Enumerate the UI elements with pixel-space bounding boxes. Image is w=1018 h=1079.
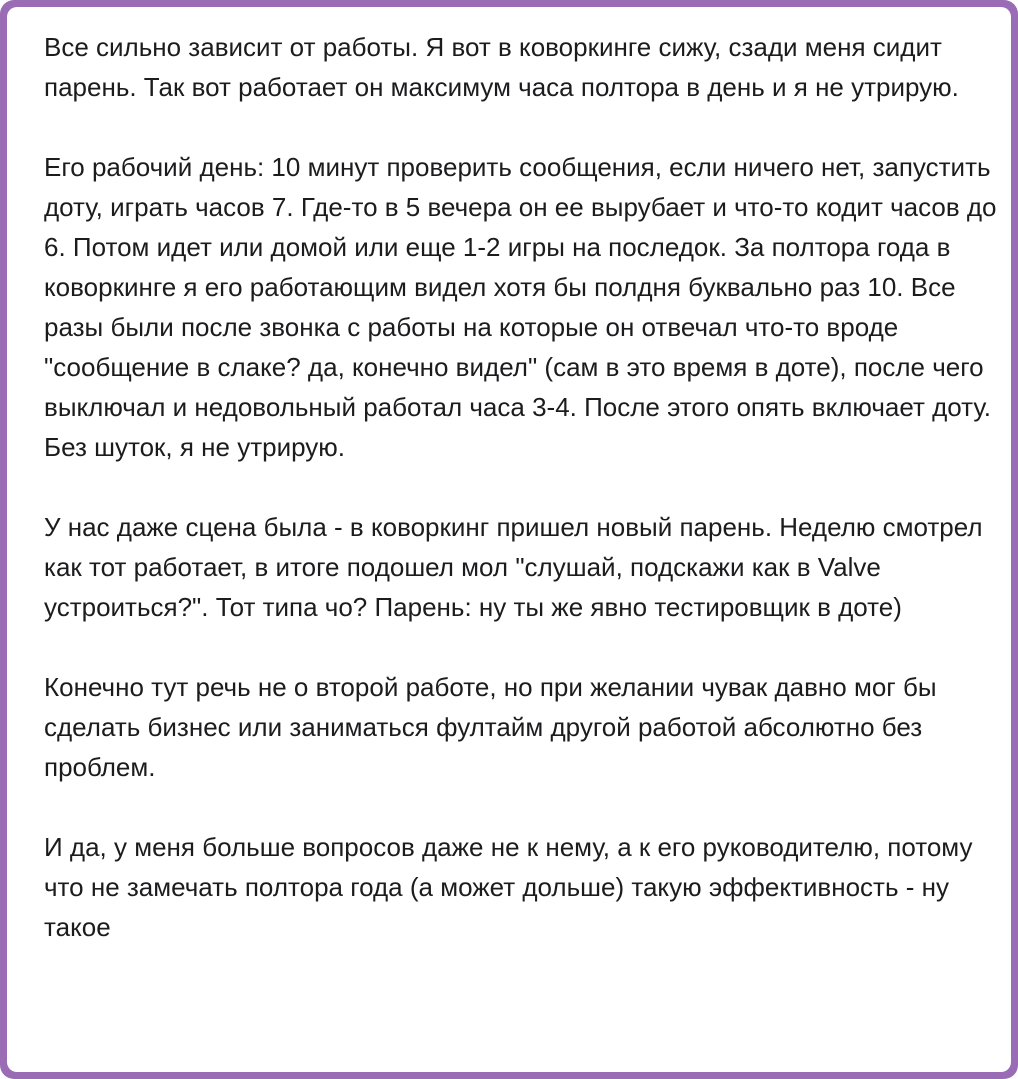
message-card — [7, 7, 1011, 1072]
message-paragraph-5: И да, у меня больше вопросов даже не к нему, а к его руководителю, потому что не замечать полтора года (а может дольше) такую эффективность - ну такое — [44, 832, 973, 942]
message-paragraph-4: Конечно тут речь не о второй работе, но при желании чувак давно мог бы сделать бизнес или заниматься фултайм другой работой абсолютно без проблем. — [44, 672, 937, 782]
message-paragraph-2: Его рабочий день: 10 минут проверить сообщения, если ничего нет, запустить доту, играть часов 7. Где-то в 5 вечера он ее вырубает и что-то кодит часов до 6. Потом идет или домой или еще 1-2 игры на последок. За полтора года в коворкинге я его работающим видел хотя бы полдня буквально раз 10. Все разы были после звонка с работы на которые он отвечал что-то вроде "сообщение в слаке? да, конечно видел" (сам в это время в доте), после чего выключал и недовольный работал часа 3-4. После этого опять включает доту. Без шуток, я не утрирую. — [44, 152, 997, 462]
message-paragraph-3: У нас даже сцена была - в коворкинг пришел новый парень. Неделю смотрел как тот работает, в итоге подошел мол "слушай, подскажи как в Valve устроиться?". Тот типа чо? Парень: ну ты же явно тестировщик в доте) — [44, 512, 983, 622]
message-paragraph-1: Все сильно зависит от работы. Я вот в коворкинге сижу, сзади меня сидит парень. Так вот работает он максимум часа полтора в день и я не утрирую. — [44, 32, 959, 102]
